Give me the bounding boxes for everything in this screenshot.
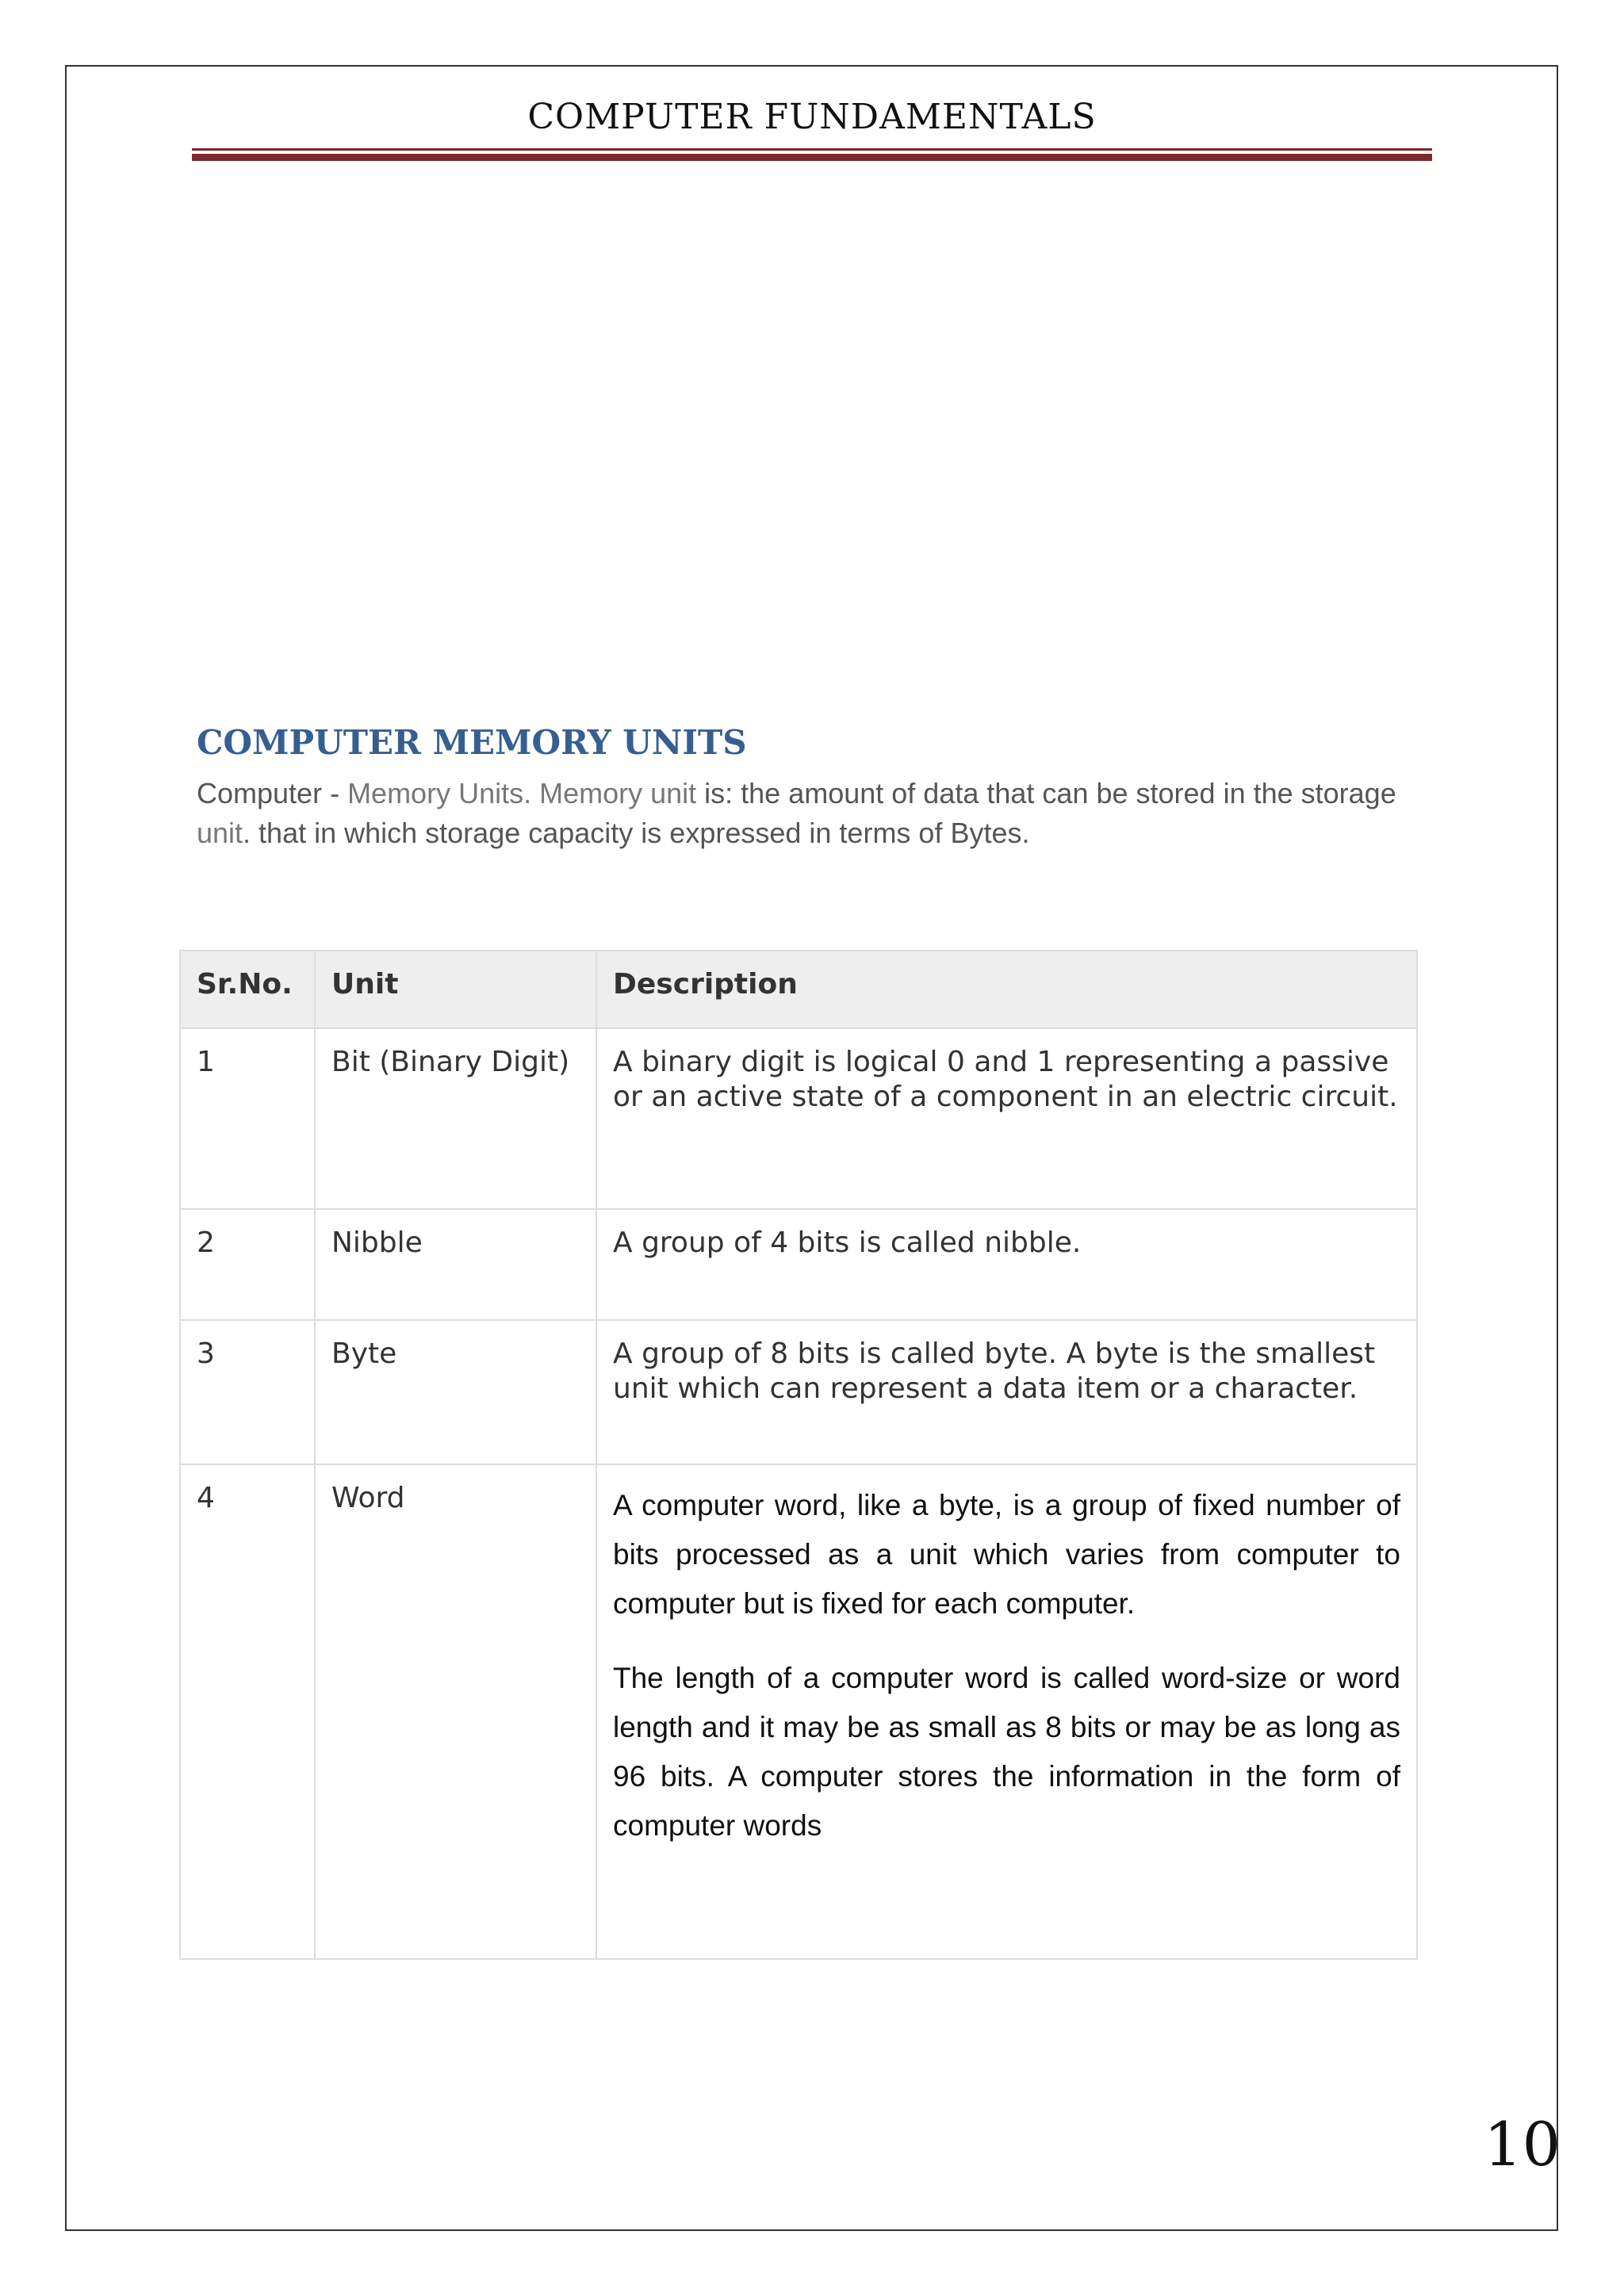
cell-description: A binary digit is logical 0 and 1 representing a passive or an active state of a component in an electric circuit. <box>596 1028 1417 1209</box>
cell-unit: Word <box>315 1464 596 1959</box>
cell-sr-no: 2 <box>180 1209 315 1320</box>
intro-text-part1: Computer - <box>197 777 348 809</box>
cell-sr-no: 1 <box>180 1028 315 1209</box>
table-header-row <box>180 951 1417 1028</box>
cell-unit: Nibble <box>315 1209 596 1320</box>
table-row <box>180 1320 1417 1464</box>
cell-description: A group of 8 bits is called byte. A byte is the smallest unit which can represent a data item or a character. <box>596 1320 1417 1464</box>
memory-units-table <box>179 950 1418 1960</box>
header-description: Description <box>596 951 1417 1028</box>
cell-description: A group of 4 bits is called nibble. <box>596 1209 1417 1320</box>
cell-sr-no: 4 <box>180 1464 315 1959</box>
intro-text-part2: Memory Units. Memory unit <box>347 777 697 809</box>
cell-description <box>596 1464 1417 1959</box>
table-row <box>180 1209 1417 1320</box>
cell-unit: Bit (Binary Digit) <box>315 1028 596 1209</box>
word-description-paragraph-1: A computer word, like a byte, is a group of fixed number of bits processed as a unit which varies from computer to computer but is fixed for each computer. <box>613 1489 1400 1620</box>
table-row <box>180 1028 1417 1209</box>
page-header-title: COMPUTER FUNDAMENTALS <box>527 97 1097 137</box>
cell-unit: Byte <box>315 1320 596 1464</box>
intro-text-part3: is: the amount of data that can be stored in the storage <box>696 777 1396 809</box>
header-rule-thin <box>192 148 1432 151</box>
header-unit: Unit <box>315 951 596 1028</box>
header-rule-thick <box>192 154 1432 161</box>
page-number: 10 <box>1484 2109 1561 2179</box>
word-description-paragraph-2: The length of a computer word is called word-size or word length and it may be as small as 8 bits or may be as long as 96 bits. A computer stores the information in the form of computer words <box>613 1662 1400 1842</box>
cell-sr-no: 3 <box>180 1320 315 1464</box>
table-row <box>180 1464 1417 1959</box>
section-heading: COMPUTER MEMORY UNITS <box>197 723 747 762</box>
intro-paragraph <box>197 774 1402 853</box>
intro-text-part5: . that in which storage capacity is expressed in terms of Bytes. <box>243 817 1030 849</box>
intro-text-part4: unit <box>197 817 243 849</box>
header-sr-no: Sr.No. <box>180 951 315 1028</box>
